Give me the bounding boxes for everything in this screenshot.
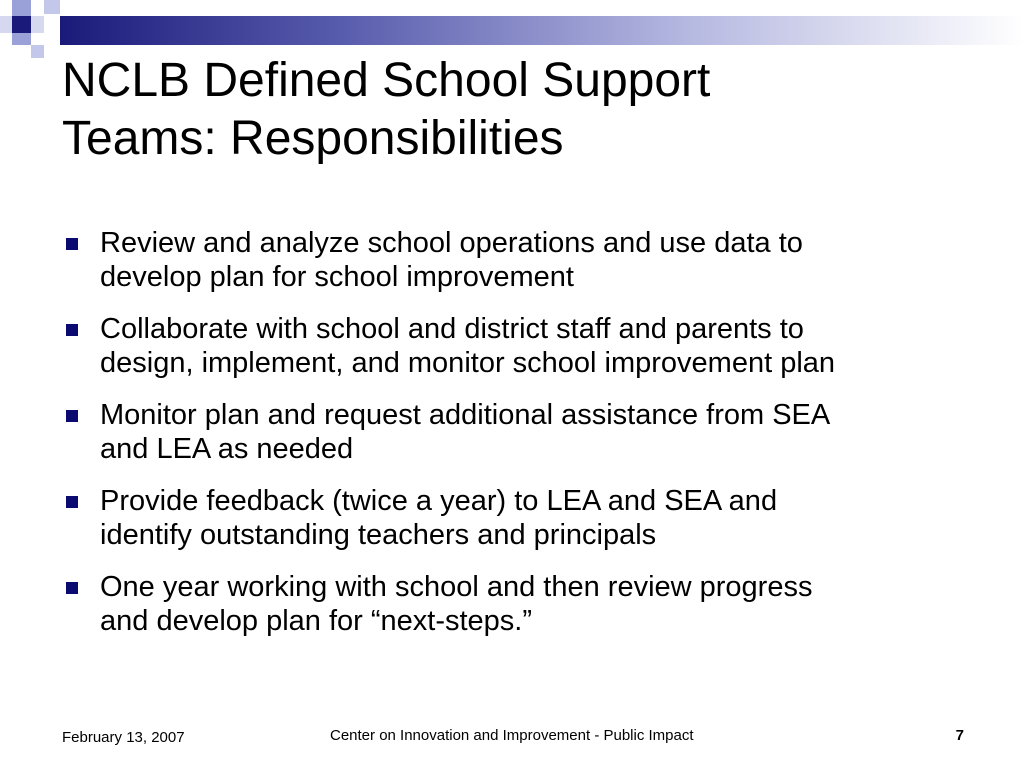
- square-bullet-icon: [66, 582, 78, 594]
- slide-title-line: NCLB Defined School Support: [62, 54, 711, 107]
- bullet-line: Provide feedback (twice a year) to LEA and SEA and: [100, 485, 778, 517]
- bullet-line: design, implement, and monitor school improvement plan: [100, 347, 836, 379]
- decorative-square: [31, 16, 44, 33]
- bullet-line: and develop plan for “next-steps.”: [100, 605, 533, 637]
- bullet-item: [62, 312, 982, 380]
- square-bullet-icon: [66, 496, 78, 508]
- bullet-line: Collaborate with school and district staff and parents to: [100, 313, 804, 345]
- bullet-item: [62, 484, 982, 552]
- decorative-square: [12, 33, 31, 45]
- square-bullet-icon: [66, 324, 78, 336]
- slide-title: [62, 52, 982, 168]
- bullet-text: [100, 398, 982, 466]
- bullet-text: [100, 570, 982, 638]
- bullet-line: One year working with school and then review progress: [100, 571, 813, 603]
- footer-organization: Center on Innovation and Improvement - Public Impact: [330, 727, 694, 744]
- square-bullet-icon: [66, 238, 78, 250]
- bullet-line: Monitor plan and request additional assistance from SEA: [100, 399, 831, 431]
- decorative-square: [0, 16, 12, 33]
- bullet-item: [62, 570, 982, 638]
- bullet-line: Review and analyze school operations and use data to: [100, 227, 803, 259]
- page-number: 7: [955, 727, 964, 744]
- slide-title-line: Teams: Responsibilities: [62, 112, 564, 165]
- decorative-square: [12, 0, 31, 16]
- decorative-square: [12, 16, 31, 33]
- decorative-square: [31, 45, 44, 58]
- bullet-line: develop plan for school improvement: [100, 261, 574, 293]
- bullet-line: and LEA as needed: [100, 433, 354, 465]
- bullet-text: [100, 226, 982, 294]
- bullet-text: [100, 312, 982, 380]
- bullet-item: [62, 398, 982, 466]
- bullet-list: [62, 226, 982, 656]
- decorative-square: [44, 0, 60, 14]
- bullet-text: [100, 484, 982, 552]
- bullet-line: identify outstanding teachers and principals: [100, 519, 657, 551]
- footer-date: February 13, 2007: [62, 729, 185, 746]
- square-bullet-icon: [66, 410, 78, 422]
- bullet-item: [62, 226, 982, 294]
- header-gradient-bar: [60, 16, 1024, 45]
